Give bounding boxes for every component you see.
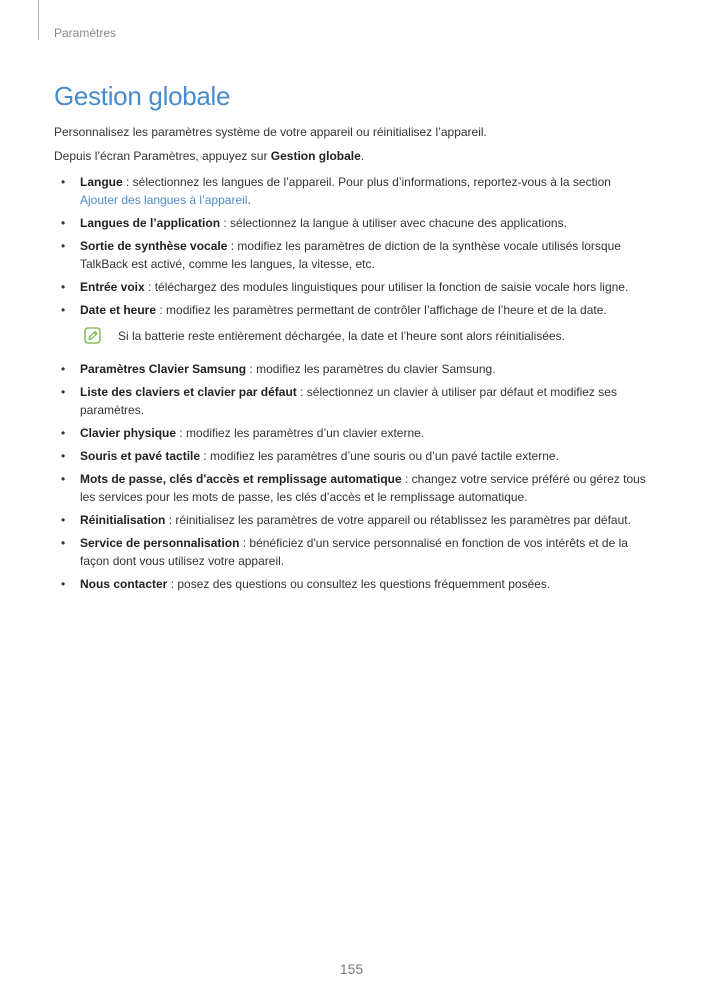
intro-text: Personnalisez les paramètres système de votre appareil ou réinitialisez l’appareil.: [54, 125, 487, 139]
note: [84, 327, 565, 344]
list-item-text: : modifiez les paramètres permettant de contrôler l’affichage de l’heure et de la date.: [156, 303, 607, 317]
list-item: [54, 575, 654, 593]
list-item-term: Langues de l’application: [80, 216, 221, 230]
note-pencil-icon: [84, 327, 101, 344]
list-item: [54, 534, 654, 570]
list-item: [54, 301, 654, 319]
list-item: [54, 470, 654, 506]
list-item: [54, 383, 654, 419]
intro-instruction: [54, 149, 364, 163]
list-item-text: : bénéficiez d'un service personnalisé en fonction de vos intérêts et de la façon dont vous utilisez votre appareil.: [80, 536, 628, 568]
margin-line: [38, 0, 39, 40]
list-item: [54, 360, 654, 378]
settings-list-1: [54, 173, 654, 324]
list-item-text: : modifiez les paramètres d’un clavier externe.: [176, 426, 425, 440]
list-item-text: : téléchargez des modules linguistiques pour utiliser la fonction de saisie vocale hors ligne.: [144, 280, 629, 294]
list-item-term: Entrée voix: [80, 280, 145, 294]
list-item: [54, 237, 654, 273]
list-item-text: : modifiez les paramètres d’une souris ou d’un pavé tactile externe.: [200, 449, 559, 463]
instruction-menu-name: Gestion globale: [270, 149, 361, 163]
list-item-text: : posez des questions ou consultez les questions fréquemment posées.: [167, 577, 551, 591]
link-add-languages[interactable]: Ajouter des langues à l’appareil: [80, 193, 248, 207]
list-item-term: Souris et pavé tactile: [80, 449, 201, 463]
list-item-term: Langue: [80, 175, 123, 189]
list-item: [54, 424, 654, 442]
list-item: [54, 173, 654, 209]
note-text: Si la batterie reste entièrement déchargée, la date et l’heure sont alors réinitialisées.: [118, 328, 565, 343]
list-item-term: Réinitialisation: [80, 513, 166, 527]
list-item-text: : sélectionnez un clavier à utiliser par défaut et modifiez ses paramètres.: [80, 385, 617, 417]
list-item-text: : modifiez les paramètres du clavier Samsung.: [246, 362, 496, 376]
instruction-prefix: Depuis l’écran Paramètres, appuyez sur: [54, 149, 271, 163]
list-item-text: : sélectionnez la langue à utiliser avec chacune des applications.: [220, 216, 567, 230]
list-item-text: : changez votre service préféré ou gérez tous les services pour les mots de passe, les clés d’accès et le remplissage automatique.: [80, 472, 646, 504]
list-item-term: Service de personnalisation: [80, 536, 240, 550]
list-item-term: Liste des claviers et clavier par défaut: [80, 385, 297, 399]
list-item: [54, 447, 654, 465]
list-item: [54, 278, 654, 296]
list-item-term: Clavier physique: [80, 426, 177, 440]
list-item-term: Sortie de synthèse vocale: [80, 239, 228, 253]
list-item-term: Nous contacter: [80, 577, 168, 591]
section-header: Paramètres: [54, 26, 117, 40]
list-item-term: Mots de passe, clés d'accès et remplissage automatique: [80, 472, 402, 486]
list-item-text: : réinitialisez les paramètres de votre appareil ou rétablissez les paramètres par défaut.: [165, 513, 631, 527]
settings-list-2: [54, 360, 654, 598]
list-item-text: : sélectionnez les langues de l’appareil. Pour plus d’informations, reportez-vous à la section: [122, 175, 611, 189]
page-title: Gestion globale: [54, 81, 231, 111]
list-item-text: : modifiez les paramètres de diction de la synthèse vocale utilisés lorsque TalkBack est activé, comme les langues, la vitesse, etc.: [80, 239, 621, 271]
list-item-term: Paramètres Clavier Samsung: [80, 362, 247, 376]
instruction-suffix: .: [360, 149, 365, 163]
list-item: [54, 511, 654, 529]
page-number: 155: [339, 961, 364, 977]
list-item-term: Date et heure: [80, 303, 157, 317]
list-item-text-end: .: [247, 193, 251, 207]
list-item: [54, 214, 654, 232]
